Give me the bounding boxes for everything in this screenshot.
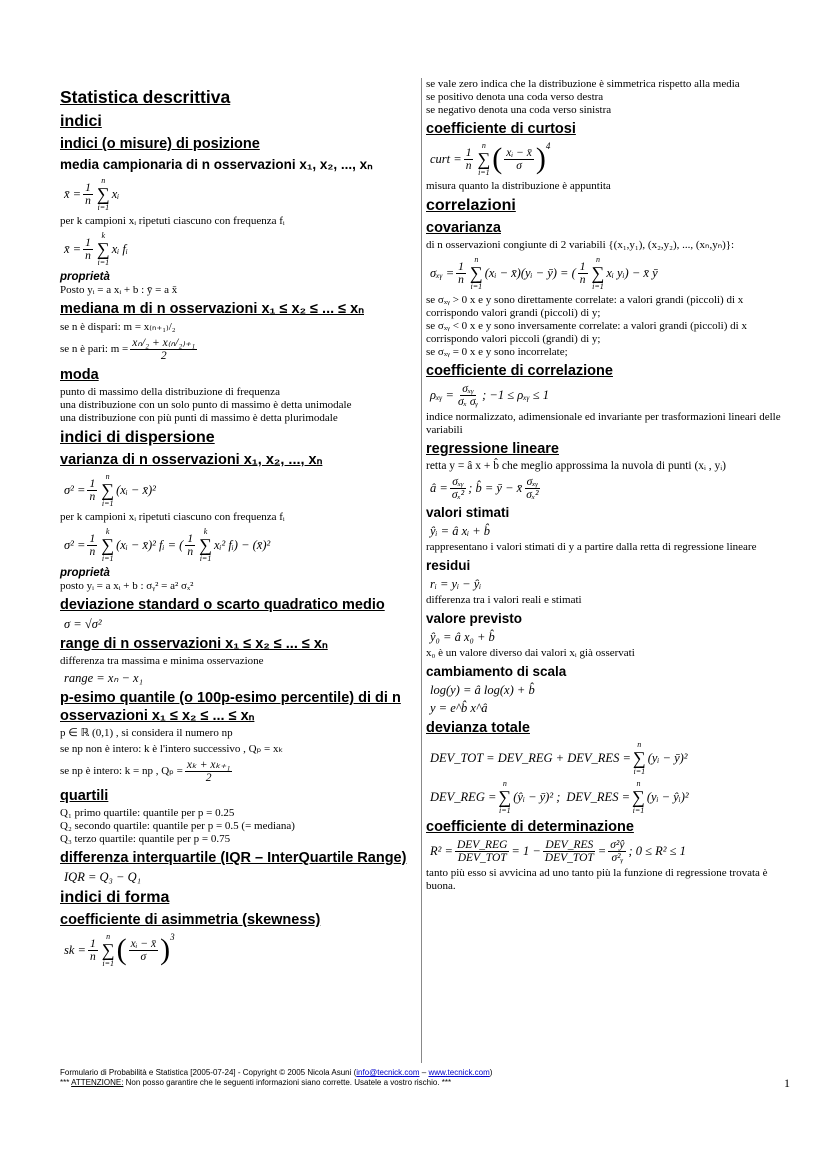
quantile-line: p ∈ ℝ (0,1) , si considera il numero np (60, 727, 233, 739)
quantile-line: se np non è intero: k è l'intero successivo , Qₚ = xₖ (60, 743, 284, 755)
curt-text: misura quanto la distribuzione è appuntita (426, 180, 611, 192)
media-formula (60, 176, 412, 212)
moda-line: punto di massimo della distribuzione di frequenza (60, 386, 280, 398)
mediana-title: mediana m di n osservazioni x₁ ≤ x₂ ≤ ... ≤ xₙ (60, 301, 364, 317)
cov-text: di n osservazioni congiunte di 2 variabili {(x₁,y₁), (x₂,y₂), ..., (xₙ,yₙ)}: (426, 239, 735, 251)
varianza-title: varianza di n osservazioni x₁, x₂, ..., xₙ (60, 452, 323, 468)
residui-title: residui (426, 558, 471, 573)
doc-title: Statistica descrittiva (60, 87, 231, 107)
moda-line: una distribuzione con un solo punto di massimo è detta unimodale (60, 399, 352, 411)
mediana-dispari: se n è dispari: m = x₍ₙ₊₁₎/₂ (60, 321, 176, 333)
summation: n ∑ i=1 (96, 176, 110, 212)
range-formula: range = xₙ − x₁ (64, 671, 143, 685)
skew-formula: sk = $\frac{1}{n}$ n ∑ i=1 ( $\frac{\text{xᵢ − x̄}}{\sigma}$ ) $^3$ (64, 932, 175, 968)
quartili-title: quartili (60, 788, 109, 804)
varianza-k-text: per k campioni xᵢ ripetuti ciascuno con frequenza fᵢ (60, 511, 285, 523)
cov-line: se σₓᵧ > 0 x e y sono direttamente correlate: a valori grandi (piccoli) di x corrispondo valori grandi (piccoli) di y; (426, 294, 744, 319)
quantile-title: p-esimo quantile (o 100p-esimo percentile) di di n osservazioni x₁ ≤ x₂ ≤ ... ≤ xₙ (60, 690, 401, 724)
media-title: media campionaria di n osservazioni x₁, x₂, ..., xₙ (60, 157, 373, 172)
regr-text: retta y = â x + b̂ che meglio approssima la nuvola di punti (xᵢ , yᵢ) (426, 460, 727, 472)
dev-formula-2: DEV_REG = n ∑ i=1 (ŷᵢ − ȳ)² ; DEV_RES = n ∑ i=1 (yᵢ − ŷᵢ)² (430, 779, 689, 815)
iqr-formula: IQR = Q₃ − Q₁ (64, 870, 141, 884)
left-column (60, 78, 412, 971)
footer (60, 1068, 492, 1088)
quartili-line: Q₁ primo quartile: quantile per p = 0.25 (60, 807, 235, 819)
scala-title: cambiamento di scala (426, 664, 567, 679)
quartili-line: Q₂ secondo quartile: quantile per p = 0.5 (= mediana) (60, 820, 295, 832)
devianza-title: devianza totale (426, 720, 530, 736)
footer-line-2: *** ATTENZIONE: Non posso garantire che le seguenti informazioni siano corrette. Usatele a vostro rischio. *** (60, 1078, 452, 1087)
moda-title: moda (60, 367, 99, 383)
residui-text: differenza tra i valori reali e stimati (426, 594, 582, 606)
range-text: differenza tra massima e minima osservazione (60, 655, 264, 667)
corr-title: coefficiente di correlazione (426, 363, 613, 379)
scala-formula-2: y = e^b̂ x^â (430, 701, 488, 715)
stimati-title: valori stimati (426, 505, 510, 520)
curtosi-title: coefficiente di curtosi (426, 121, 576, 137)
regr-title: regressione lineare (426, 441, 559, 457)
proprieta-2: proprietà (60, 567, 110, 579)
det-formula: R² = $\frac{\text{DEV\_REG}}{\text{DEV\_TOT}}$ = 1 − $\frac{\text{DEV\_RES}}{\text{DEV\_TOT}}$ = $\frac{\text{σ²ŷ}}{\text{σ²ᵧ}}$ ; 0 ≤ R² ≤ 1 (430, 839, 686, 864)
devstd-formula: σ = √σ² (64, 617, 102, 631)
determ-title: coefficiente di determinazione (426, 819, 634, 835)
varianza-formula: σ² = $\frac{1}{n}$ n ∑ i=1 (xᵢ − x̄)² (64, 472, 156, 508)
cov-formula: σₓᵧ = $\frac{1}{n}$ n ∑ i=1 (xᵢ − x̄)(yᵢ − ȳ) = ( $\frac{1}{n}$ n ∑ i=1 xᵢ yᵢ) − x̄ ȳ (430, 255, 658, 291)
mediana-pari: se n è pari: m = $\frac{\text{xₙ/₂ + x₍ₙ/₂₎₊₁}}{2}$ (60, 337, 196, 362)
posto-1: Posto yᵢ = a xᵢ + b : ȳ = a x̄ (60, 284, 178, 296)
posto-2: posto yᵢ = a xᵢ + b : σᵧ² = a² σₓ² (60, 580, 194, 592)
cov-line: se σₓᵧ = 0 x e y sono incorrelate; (426, 346, 568, 358)
section-forma: indici di forma (60, 889, 170, 906)
skew-line: se vale zero indica che la distribuzione è simmetrica rispetto alla media (426, 78, 740, 90)
range-title: range di n osservazioni x₁ ≤ x₂ ≤ ... ≤ xₙ (60, 636, 328, 652)
site-link[interactable]: www.tecnick.com (428, 1068, 490, 1077)
iqr-title: differenza interquartile (IQR – InterQuartile Range) (60, 850, 407, 866)
stimati-formula: ŷᵢ = â xᵢ + b̂ (430, 524, 491, 538)
media-k-text: per k campioni xᵢ ripetuti ciascuno con frequenza fᵢ (60, 215, 285, 227)
previsto-title: valore previsto (426, 611, 523, 626)
moda-line: una distribuzione con più punti di massimo è detta plurimodale (60, 412, 338, 424)
skew-title: coefficiente di asimmetria (skewness) (60, 912, 321, 928)
page-number: 1 (784, 1076, 790, 1090)
scala-formula-1: log(y) = â log(x) + b̂ (430, 683, 535, 697)
media-k-formula: x̄ = $\frac{1}{n}$ k ∑ i=1 xᵢ fᵢ (64, 231, 128, 267)
det-text: tanto più esso si avvicina ad uno tanto più la funzione di regressione trovata è buona. (426, 867, 768, 892)
skew-line: se negativo denota una coda verso sinistra (426, 104, 612, 116)
devstd-title: deviazione standard o scarto quadratico medio (60, 597, 385, 613)
residui-formula: rᵢ = yᵢ − ŷᵢ (430, 577, 482, 591)
proprieta-1: proprietà (60, 271, 110, 283)
frac-1n: $\frac{1}{n}$ (85, 181, 91, 207)
dev-formula-1: DEV_TOT = DEV_REG + DEV_RES = n ∑ i=1 (yᵢ − ȳ)² (430, 740, 688, 776)
section-indici: indici (60, 113, 102, 130)
media-rhs: xᵢ (111, 186, 120, 201)
footer-line-1: Formulario di Probabilità e Statistica [2005-07-24] - Copyright © 2005 Nicola Asuni (info@tecnick.com – www.tecnick.com) (60, 1068, 493, 1077)
quartili-line: Q₃ terzo quartile: quantile per p = 0.75 (60, 833, 231, 845)
media-lhs: x̄ = (64, 186, 82, 201)
right-column (426, 78, 792, 893)
varianza-k-formula: σ² = $\frac{1}{n}$ k ∑ i=1 (xᵢ − x̄)² fᵢ = ( $\frac{1}{n}$ k ∑ i=1 xᵢ² fᵢ) − (x̄)² (64, 527, 271, 563)
previsto-formula: ŷ₀ = â x₀ + b̂ (430, 630, 495, 644)
email-link[interactable]: info@tecnick.com (356, 1068, 420, 1077)
previsto-text: x₀ è un valore diverso dai valori xᵢ già osservati (426, 647, 635, 659)
stimati-text: rappresentano i valori stimati di y a partire dalla retta di regressione lineare (426, 541, 757, 553)
skew-line: se positivo denota una coda verso destra (426, 91, 604, 103)
cov-line: se σₓᵧ < 0 x e y sono inversamente correlate: a valori grandi (piccoli) di x corrispondo valori piccoli (grandi) di y; (426, 320, 747, 345)
column-divider (421, 78, 422, 1063)
quantile-line-3: se np è intero: k = np , Qₚ = $\frac{\text{xₖ + xₖ₊₁}}{2}$ (60, 759, 231, 784)
section-dispersione: indici di dispersione (60, 429, 215, 446)
curt-formula: curt = $\frac{1}{n}$ n ∑ i=1 ( $\frac{\text{xᵢ − x̄}}{\sigma}$ ) $^4$ (430, 141, 551, 177)
section-correlazioni: correlazioni (426, 197, 516, 214)
corr-text: indice normalizzato, adimensionale ed invariante per trasformazioni lineari delle variabili (426, 411, 781, 436)
regr-formula: â = $\frac{\text{σₓᵧ}}{\text{σₓ²}}$ ; b̂ = ȳ − x̄ $\frac{\text{σₓᵧ}}{\text{σₓ²}}$ (430, 476, 539, 501)
section-posizione: indici (o misure) di posizione (60, 136, 260, 152)
corr-formula: ρₓᵧ = $\frac{\text{σₓᵧ}}{\text{σₓ σᵧ}}$ ; −1 ≤ ρₓᵧ ≤ 1 (430, 383, 550, 408)
covarianza-title: covarianza (426, 220, 501, 236)
